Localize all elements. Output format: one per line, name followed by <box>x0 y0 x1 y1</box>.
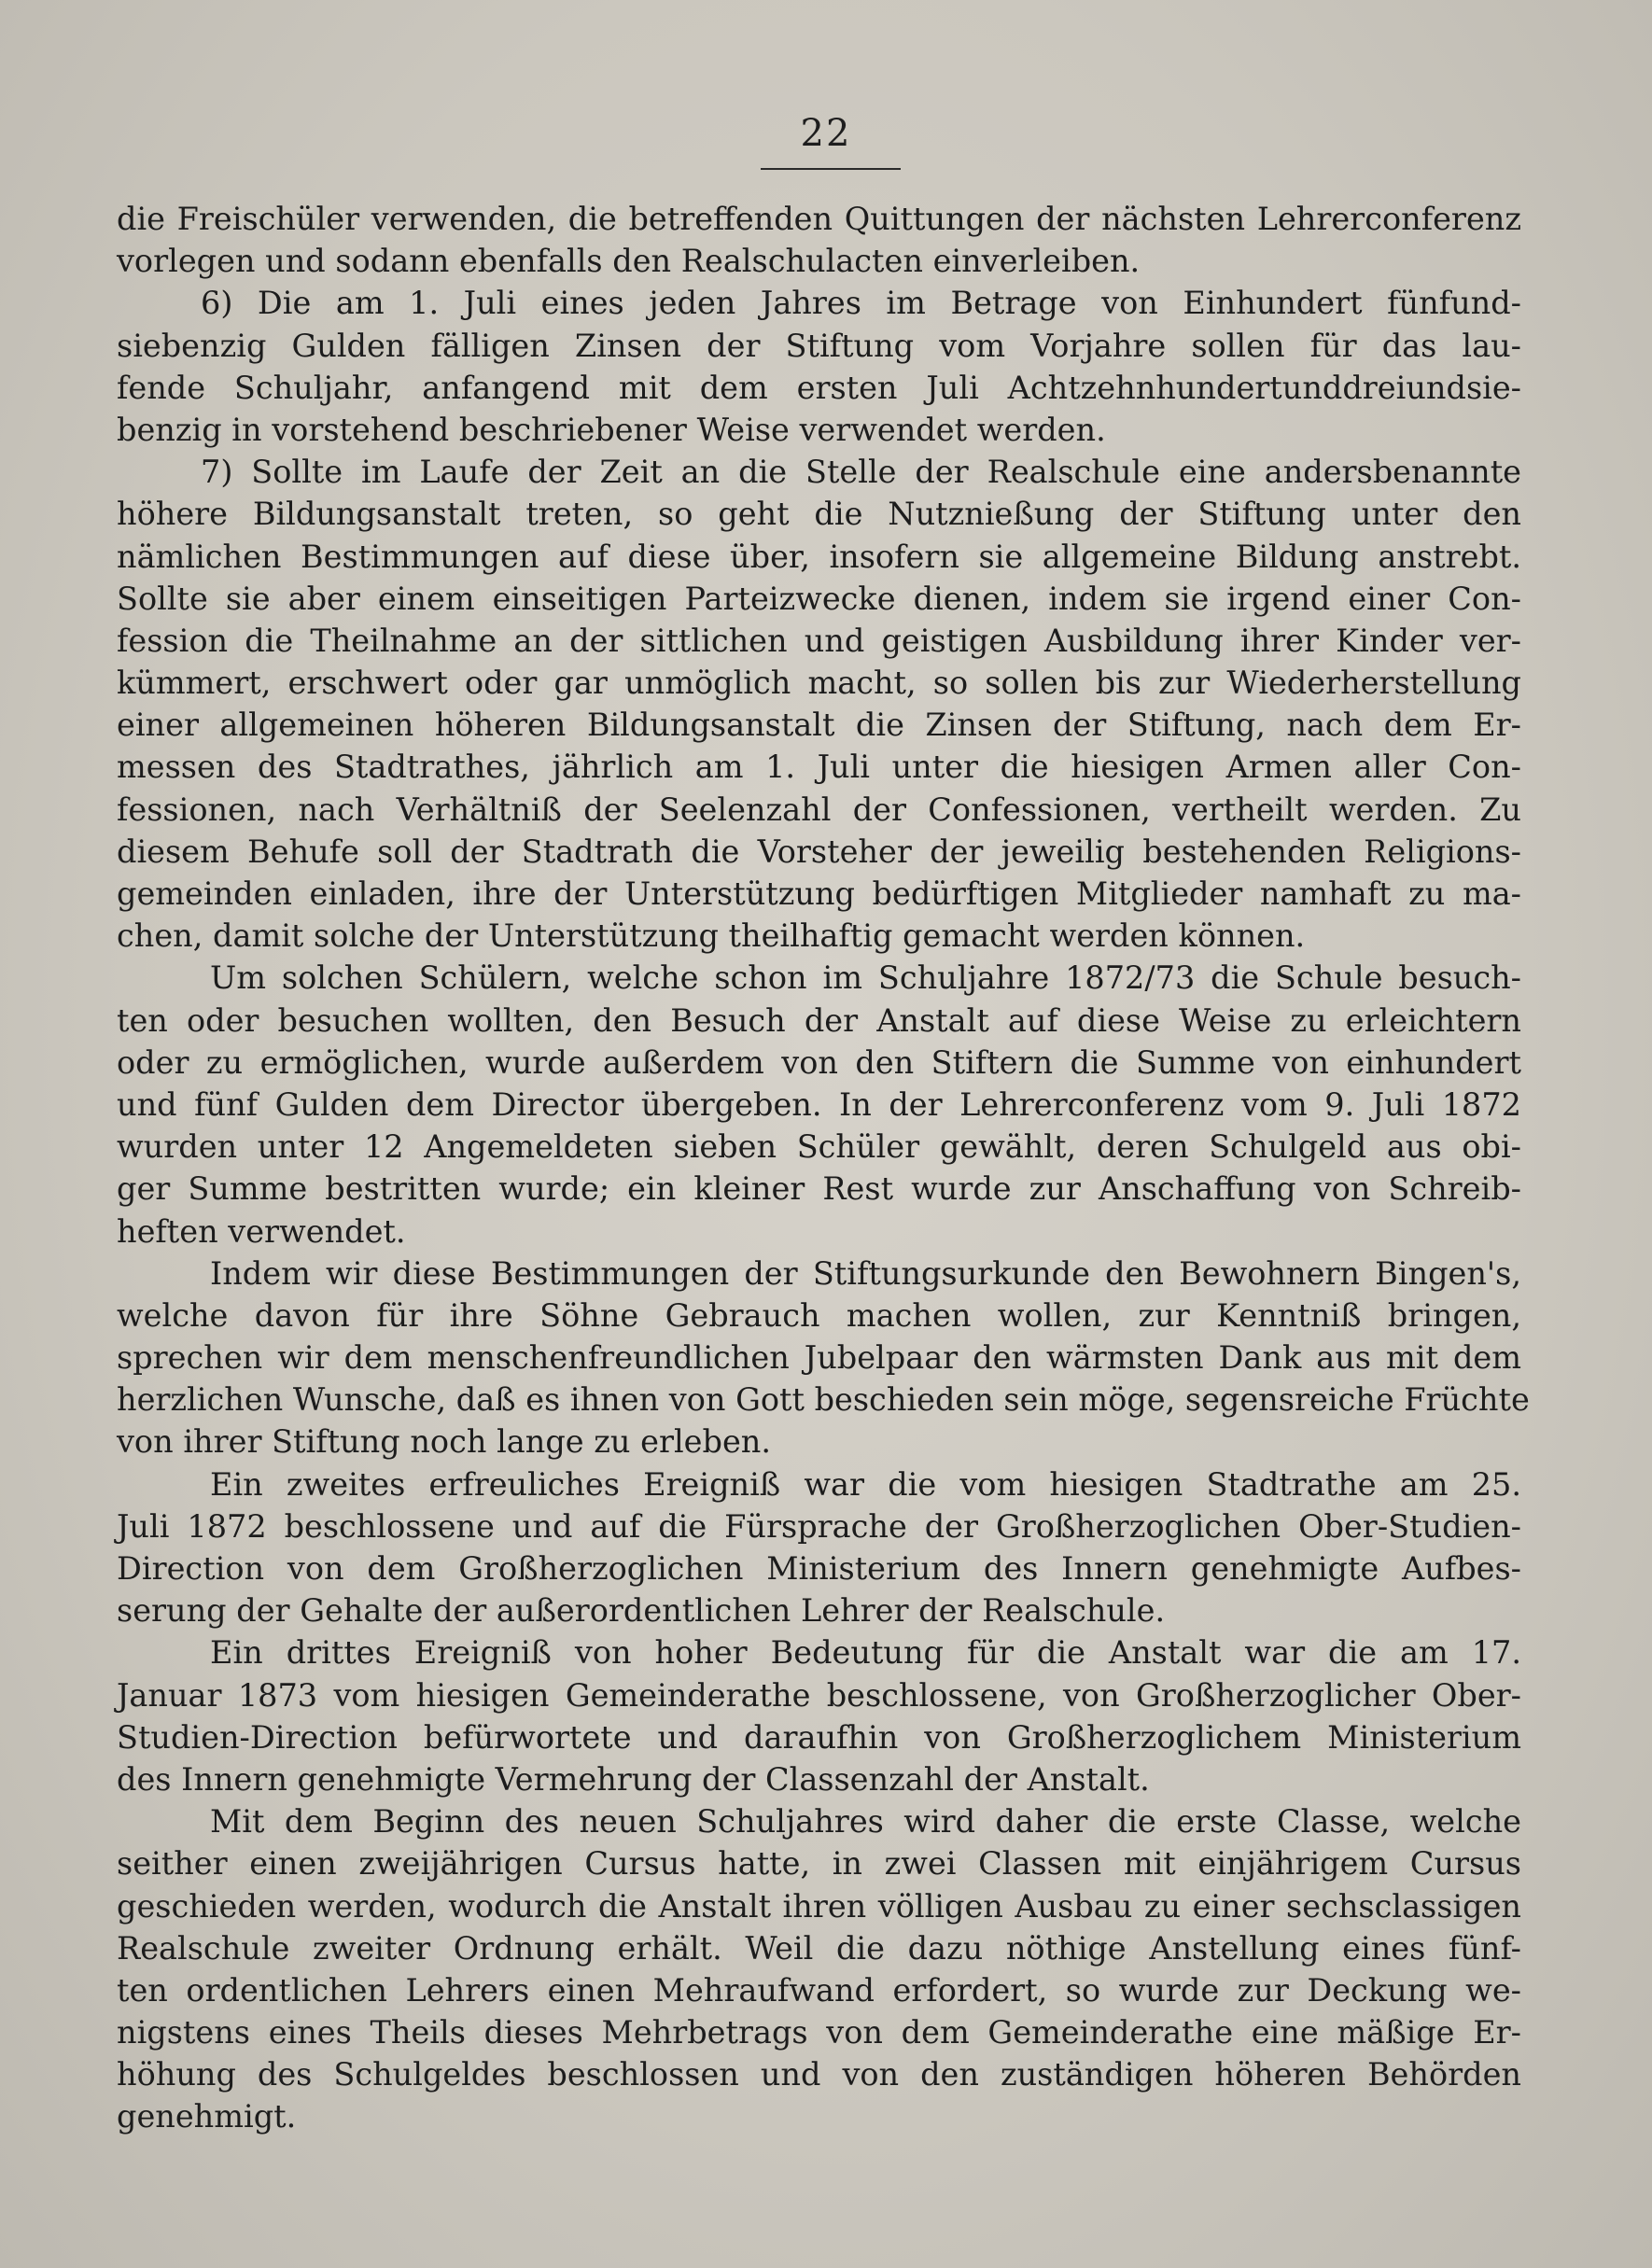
text-line: geschieden werden, wodurch die Anstalt ihren völligen Ausbau zu einer sechsclassigen <box>117 1887 1521 1925</box>
text-line: Um solchen Schülern, welche schon im Schuljahre 1872/73 die Schule besuch- <box>210 959 1521 997</box>
text-line: und fünf Gulden dem Director übergeben. In der Lehrerconferenz vom 9. Juli 1872 <box>117 1085 1521 1123</box>
page-number: 22 <box>800 112 852 155</box>
text-line: Studien-Direction befürwortete und daraufhin von Großherzoglichem Ministerium <box>117 1718 1521 1756</box>
text-line: seither einen zweijährigen Cursus hatte, in zwei Classen mit einjährigem Cursus <box>117 1845 1521 1883</box>
text-line: höhere Bildungsanstalt treten, so geht die Nutznießung der Stiftung unter den <box>117 496 1521 533</box>
text-line: Mit dem Beginn des neuen Schuljahres wird daher die erste Classe, welche <box>210 1803 1521 1841</box>
text-line: Indem wir diese Bestimmungen der Stiftungsurkunde den Bewohnern Bingen's, <box>210 1254 1521 1292</box>
text-line: Januar 1873 vom hiesigen Gemeinderathe beschlossene, von Großherzoglicher Ober- <box>117 1676 1521 1714</box>
text-line: 7) Sollte im Laufe der Zeit an die Stelle der Realschule eine andersbenannte <box>201 454 1521 491</box>
text-line: wurden unter 12 Angemeldeten sieben Schüler gewählt, deren Schulgeld aus obi- <box>117 1128 1521 1166</box>
text-line: benzig in vorstehend beschriebener Weise verwendet werden. <box>117 411 1106 448</box>
text-line: Realschule zweiter Ordnung erhält. Weil die dazu nöthige Anstellung eines fünf- <box>117 1929 1521 1967</box>
text-line: kümmert, erschwert oder gar unmöglich macht, so sollen bis zur Wiederherstellung <box>117 665 1521 702</box>
text-line: ten oder besuchen wollten, den Besuch der Anstalt auf diese Weise zu erleichtern <box>117 1001 1521 1039</box>
text-line: Ein zweites erfreuliches Ereigniß war die vom hiesigen Stadtrathe am 25. <box>210 1465 1521 1503</box>
text-line: Direction von dem Großherzoglichen Ministerium des Innern genehmigte Aufbes- <box>117 1550 1521 1587</box>
text-line: höhung des Schulgeldes beschlossen und von den zuständigen höheren Behörden <box>117 2056 1521 2093</box>
text-line: serung der Gehalte der außerordentlichen Lehrer der Realschule. <box>117 1592 1166 1630</box>
text-line: Ein drittes Ereigniß von hoher Bedeutung für die Anstalt war die am 17. <box>210 1634 1521 1672</box>
text-line: des Innern genehmigte Vermehrung der Classenzahl der Anstalt. <box>117 1760 1150 1798</box>
text-line: einer allgemeinen höheren Bildungsanstalt die Zinsen der Stiftung, nach dem Er- <box>117 707 1521 744</box>
text-line: genehmigt. <box>117 2098 297 2135</box>
text-line: ten ordentlichen Lehrers einen Mehraufwand erfordert, so wurde zur Deckung we- <box>117 1971 1521 2009</box>
page-number-rule <box>761 168 901 170</box>
text-line: fessionen, nach Verhältniß der Seelenzahl der Confessionen, vertheilt werden. Zu <box>117 791 1521 828</box>
text-line: die Freischüler verwenden, die betreffenden Quittungen der nächsten Lehrerconferenz <box>117 201 1521 237</box>
text-line: siebenzig Gulden fälligen Zinsen der Stiftung vom Vorjahre sollen für das lau- <box>117 327 1521 364</box>
text-line: oder zu ermöglichen, wurde außerdem von den Stiftern die Summe von einhundert <box>117 1043 1521 1081</box>
text-line: nigstens eines Theils dieses Mehrbetrags von dem Gemeinderathe eine mäßige Er- <box>117 2014 1521 2051</box>
text-line: chen, damit solche der Unterstützung theilhaftig gemacht werden können. <box>117 917 1306 955</box>
text-line: diesem Behufe soll der Stadtrath die Vorsteher der jeweilig bestehenden Religions- <box>117 833 1521 870</box>
text-line: fende Schuljahr, anfangend mit dem ersten Juli Achtzehnhundertunddreiundsie- <box>117 369 1521 406</box>
text-line: sprechen wir dem menschenfreundlichen Jubelpaar den wärmsten Dank aus mit dem <box>117 1339 1521 1377</box>
text-line: vorlegen und sodann ebenfalls den Realschulacten einverleiben. <box>117 243 1141 280</box>
text-line: fession die Theilnahme an der sittlichen und geistigen Ausbildung ihrer Kinder ver- <box>117 622 1521 659</box>
text-line: welche davon für ihre Söhne Gebrauch machen wollen, zur Kenntniß bringen, <box>117 1296 1521 1334</box>
text-line: von ihrer Stiftung noch lange zu erleben. <box>117 1423 771 1461</box>
text-line: Sollte sie aber einem einseitigen Parteizwecke dienen, indem sie irgend einer Con- <box>117 580 1521 617</box>
text-line: ger Summe bestritten wurde; ein kleiner Rest wurde zur Anschaffung von Schreib- <box>117 1170 1521 1208</box>
body-text <box>117 198 1530 2138</box>
text-line: gemeinden einladen, ihre der Unterstützung bedürftigen Mitglieder namhaft zu ma- <box>117 875 1521 912</box>
text-line: herzlichen Wunsche, daß es ihnen von Gott beschieden sein möge, segensreiche Früchte <box>117 1381 1530 1419</box>
text-line: messen des Stadtrathes, jährlich am 1. Juli unter die hiesigen Armen aller Con- <box>117 749 1521 786</box>
text-line: 6) Die am 1. Juli eines jeden Jahres im Betrage von Einhundert fünfund- <box>201 285 1521 322</box>
text-line: Juli 1872 beschlossene und auf die Fürsprache der Großherzoglichen Ober-Studien- <box>117 1507 1521 1545</box>
text-line: nämlichen Bestimmungen auf diese über, insofern sie allgemeine Bildung anstrebt. <box>117 538 1521 575</box>
text-line: heften verwendet. <box>117 1212 406 1250</box>
